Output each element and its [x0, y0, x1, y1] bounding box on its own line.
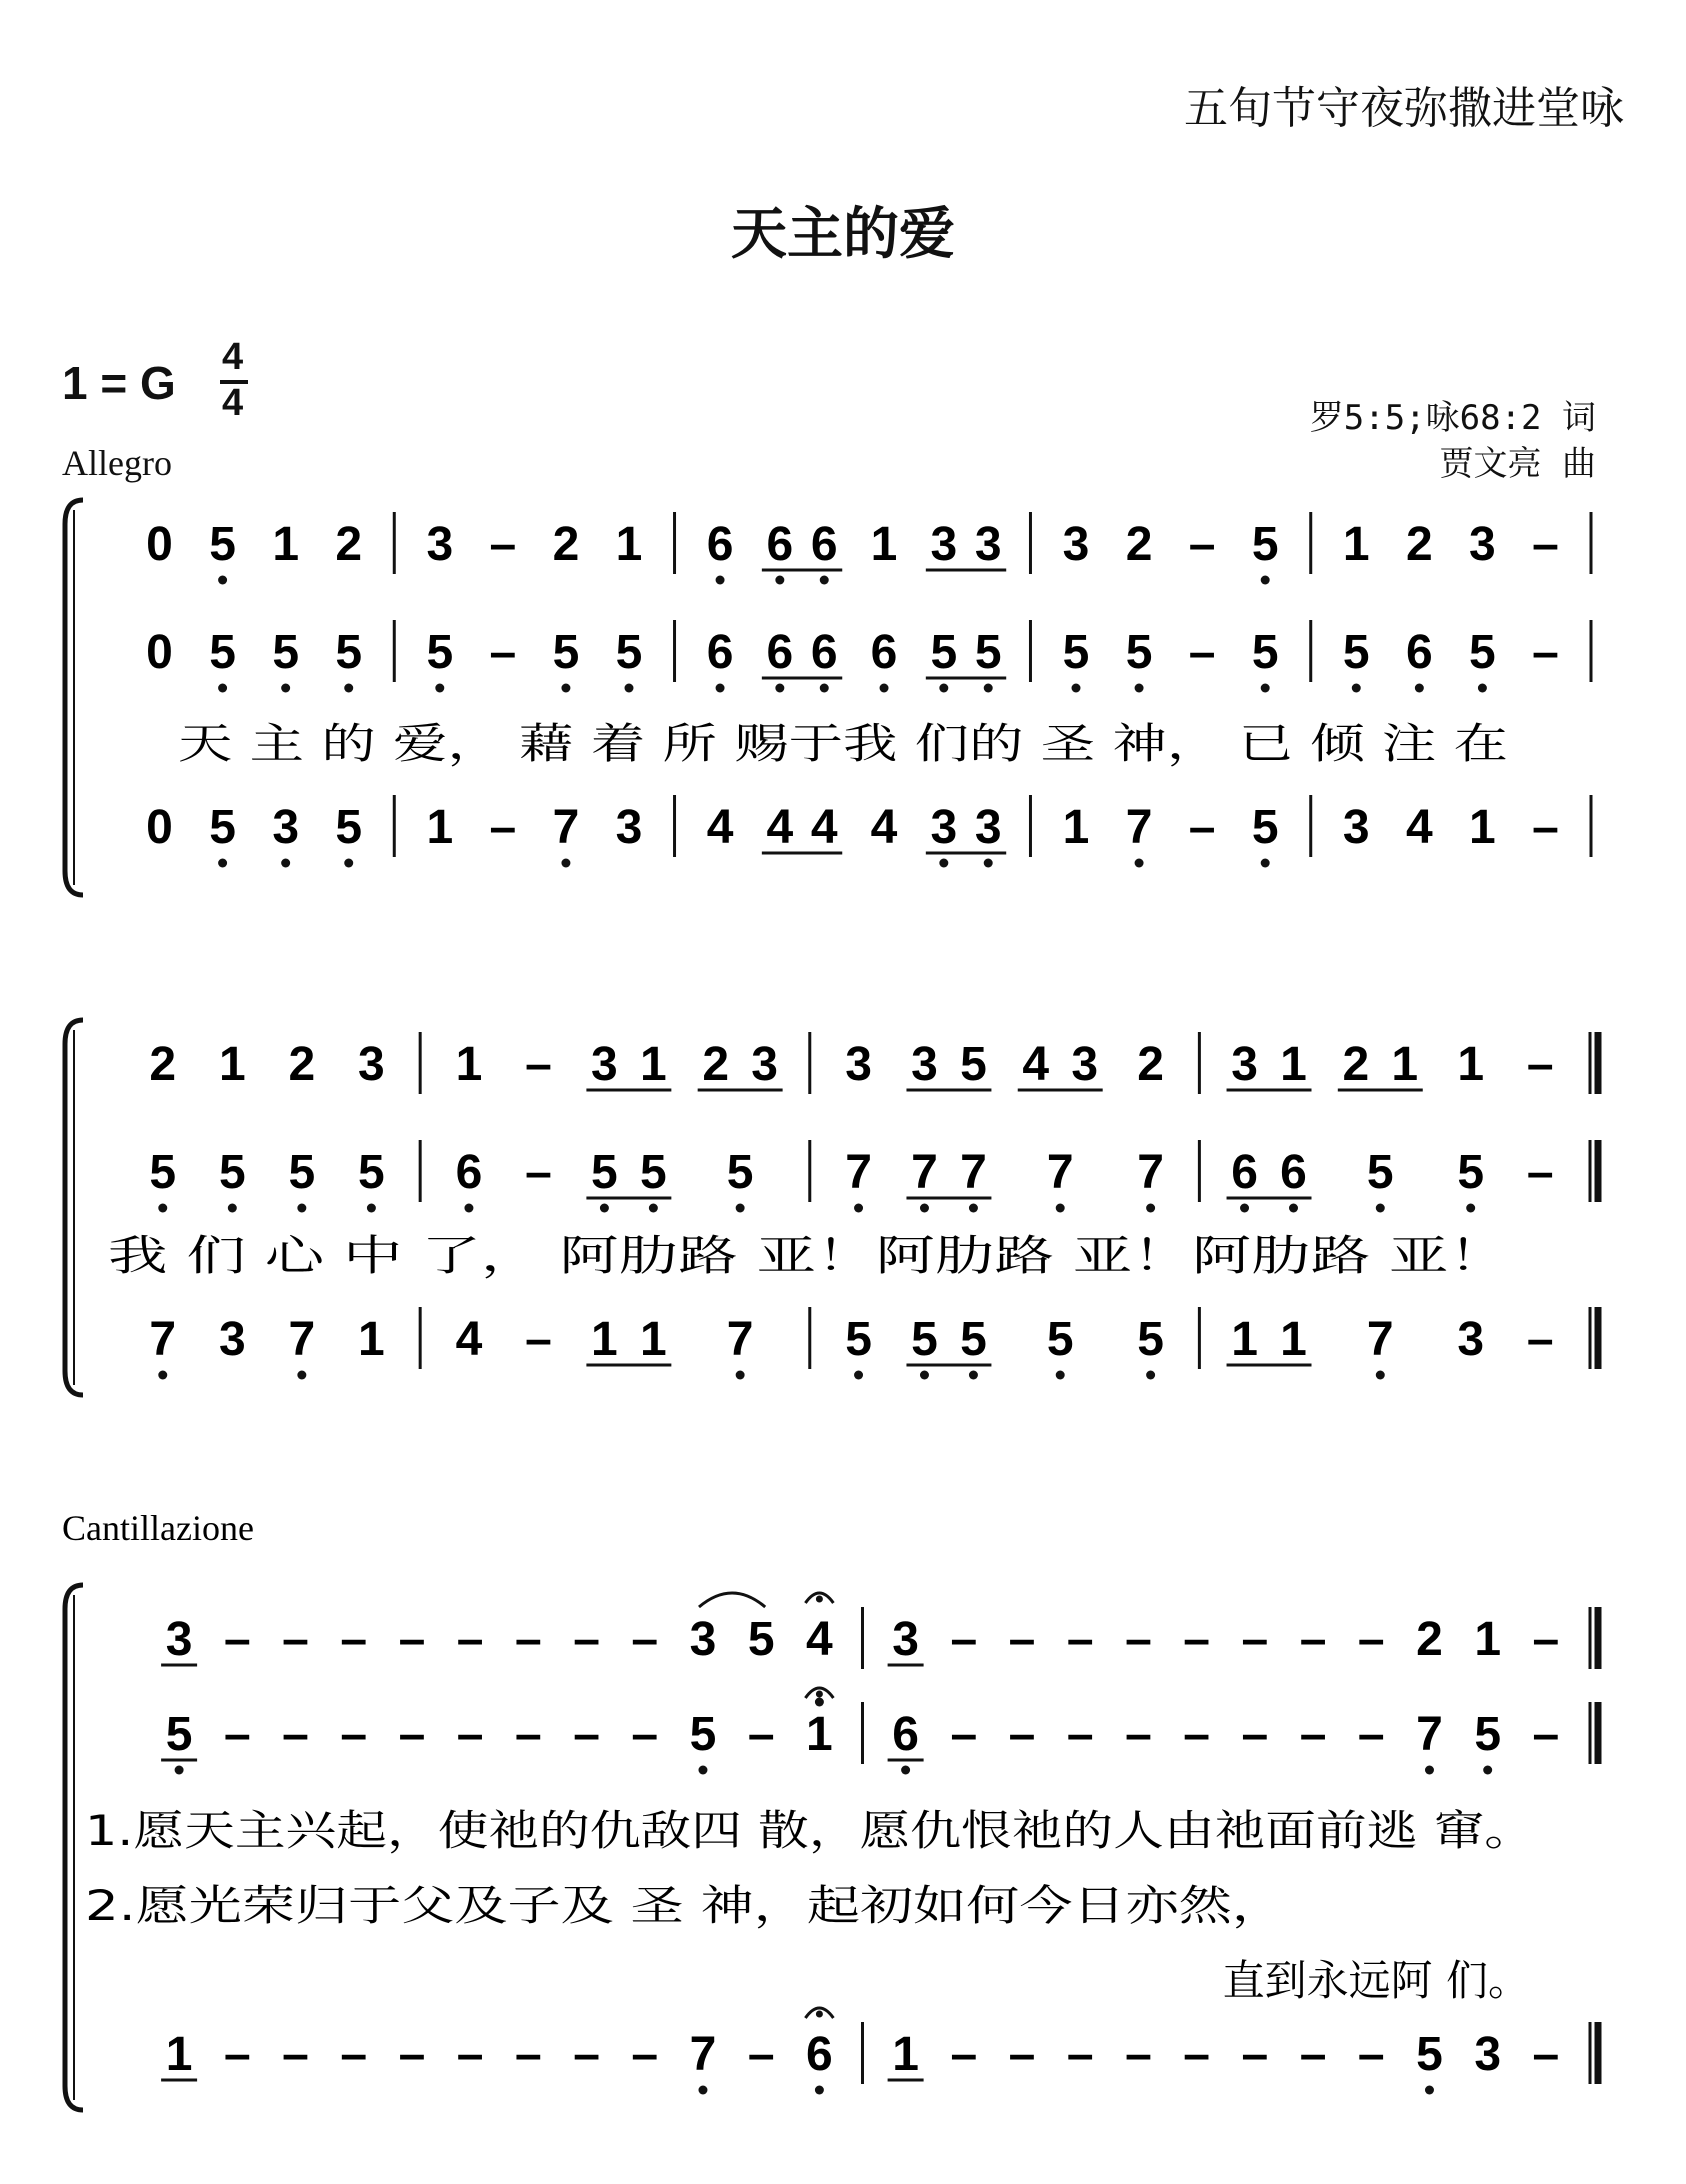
note-alto: 5 — [640, 1146, 667, 1199]
dash-alto: – — [1125, 1708, 1152, 1761]
octave-dot-low — [344, 859, 353, 868]
lyric-line: 2.愿光荣归于父及子及 圣 神，起初如何今日亦然， — [85, 1881, 1285, 1930]
note-bass: 4 — [455, 1313, 483, 1366]
time-signature-bottom: 4 — [222, 382, 244, 424]
note-alto: 5 — [209, 626, 236, 679]
dash-soprano: – — [398, 1613, 426, 1666]
octave-dot-low — [600, 1204, 609, 1213]
dash-soprano: – — [950, 1613, 978, 1666]
note-alto: 5 — [1469, 626, 1496, 679]
note-alto: 0 — [146, 626, 173, 679]
note-bass: 1 — [1469, 801, 1496, 854]
octave-dot-low — [1261, 859, 1270, 868]
octave-dot-low — [969, 1204, 978, 1213]
octave-dot-low — [736, 1204, 745, 1213]
note-bass: 1 — [1062, 801, 1090, 854]
note-bass: 7 — [149, 1313, 177, 1366]
octave-dot-low — [367, 1204, 376, 1213]
note-alto: 6 — [1405, 626, 1433, 679]
note-bass: 3 — [1342, 801, 1370, 854]
tempo-marking: Allegro — [62, 443, 172, 483]
note-alto: 5 — [726, 1146, 754, 1199]
octave-dot-low — [1135, 684, 1144, 693]
dash-soprano: – — [631, 1613, 659, 1666]
note-soprano: 3 — [591, 1038, 618, 1091]
dash-alto: – — [398, 1708, 426, 1761]
dash-bass: – — [1299, 2028, 1327, 2081]
octave-dot-low — [736, 1371, 745, 1380]
dash-alto: – — [631, 1708, 659, 1761]
note-bass: 1 — [591, 1313, 618, 1366]
note-soprano: 5 — [209, 518, 236, 571]
lyric-line: 1.愿天主兴起，使祂的仇敌四 散，愿仇恨祂的人由祂面前逃 窜。 — [85, 1806, 1535, 1855]
note-soprano: 3 — [892, 1613, 919, 1666]
note-bass: 3 — [615, 801, 643, 854]
note-soprano: 1 — [615, 518, 643, 571]
note-alto: 7 — [1416, 1708, 1443, 1761]
note-soprano: 0 — [146, 518, 173, 571]
note-soprano: 6 — [810, 518, 838, 571]
note-soprano: 2 — [1342, 1038, 1370, 1091]
dash-bass: – — [456, 2028, 484, 2081]
fermata-dot — [816, 2011, 823, 2018]
dash-bass: – — [1532, 801, 1559, 854]
note-alto: 5 — [335, 626, 363, 679]
dash-soprano: – — [515, 1613, 542, 1666]
dash-soprano: – — [1357, 1613, 1385, 1666]
note-alto: 7 — [960, 1146, 987, 1199]
dash-bass: – — [1125, 2028, 1152, 2081]
dash-alto: – — [340, 1708, 368, 1761]
note-bass: 7 — [288, 1313, 316, 1366]
note-alto: 5 — [1342, 626, 1370, 679]
note-soprano: 1 — [1474, 1613, 1502, 1666]
note-alto: 6 — [1280, 1146, 1307, 1199]
note-bass: 4 — [1405, 801, 1433, 854]
dash-soprano: – — [1183, 1613, 1210, 1666]
dash-bass: – — [223, 2028, 251, 2081]
note-bass: 1 — [165, 2028, 193, 2081]
dash-soprano: – — [1241, 1613, 1269, 1666]
octave-dot-low — [920, 1371, 929, 1380]
octave-dot-low — [698, 2086, 707, 2095]
octave-dot-low — [1056, 1204, 1065, 1213]
note-alto: 6 — [766, 626, 794, 679]
note-bass: 5 — [335, 801, 363, 854]
note-soprano: 1 — [1391, 1038, 1419, 1091]
dash-soprano: – — [573, 1613, 600, 1666]
dash-alto: – — [456, 1708, 484, 1761]
note-alto: 5 — [930, 626, 958, 679]
octave-dot-low — [880, 684, 889, 693]
octave-dot-low — [435, 684, 444, 693]
note-soprano: 2 — [335, 518, 363, 571]
dash-alto: – — [525, 1146, 552, 1199]
dash-bass: – — [747, 2028, 775, 2081]
note-bass: 1 — [1231, 1313, 1258, 1366]
tempo-marking: Cantillazione — [62, 1508, 254, 1548]
note-bass: 5 — [1046, 1313, 1074, 1366]
dash-alto: – — [515, 1708, 542, 1761]
dash-bass: – — [282, 2028, 309, 2081]
note-alto: 5 — [358, 1146, 385, 1199]
octave-dot-low — [920, 1204, 929, 1213]
dash-bass: – — [525, 1313, 552, 1366]
octave-dot-low — [158, 1371, 167, 1380]
dash-bass: – — [1357, 2028, 1385, 2081]
dash-alto: – — [1188, 626, 1216, 679]
dash-soprano: – — [1532, 1613, 1560, 1666]
fermata-dot — [816, 1691, 823, 1698]
note-bass: 4 — [870, 801, 898, 854]
note-soprano: 4 — [806, 1613, 833, 1666]
note-bass: 6 — [806, 2028, 833, 2081]
note-soprano: 1 — [640, 1038, 667, 1091]
note-soprano: 2 — [288, 1038, 316, 1091]
note-alto: 5 — [1125, 626, 1153, 679]
note-bass: 4 — [766, 801, 794, 854]
dash-alto: – — [282, 1708, 309, 1761]
note-bass: 1 — [358, 1313, 385, 1366]
dash-bass: – — [1241, 2028, 1269, 2081]
octave-dot-low — [1072, 684, 1081, 693]
dash-soprano: – — [282, 1613, 309, 1666]
note-bass: 1 — [640, 1313, 667, 1366]
note-soprano: 1 — [455, 1038, 483, 1091]
note-bass: 7 — [689, 2028, 717, 2081]
lyric-line: 我 们 心 中 了， 阿肋路 亚！阿肋路 亚！阿肋路 亚！ — [108, 1231, 1508, 1280]
note-alto: 1 — [806, 1708, 833, 1761]
composer-credit: 贾文亮 曲 — [1439, 444, 1596, 484]
note-alto: 6 — [455, 1146, 483, 1199]
dash-soprano: – — [489, 518, 517, 571]
octave-dot-low — [649, 1204, 658, 1213]
note-alto: 6 — [1231, 1146, 1258, 1199]
note-alto: 7 — [845, 1146, 872, 1199]
note-soprano: 3 — [751, 1038, 778, 1091]
note-alto: 5 — [149, 1146, 177, 1199]
time-signature-top: 4 — [222, 336, 244, 378]
note-bass: 3 — [218, 1313, 246, 1366]
note-soprano: 1 — [272, 518, 300, 571]
octave-dot-low — [1478, 684, 1487, 693]
note-alto: 5 — [165, 1708, 193, 1761]
dash-alto: – — [1526, 1146, 1554, 1199]
dash-alto: – — [573, 1708, 600, 1761]
note-alto: 5 — [591, 1146, 618, 1199]
dash-alto: – — [223, 1708, 251, 1761]
octave-dot-low — [218, 684, 227, 693]
note-soprano: 1 — [1342, 518, 1370, 571]
note-bass: 5 — [1416, 2028, 1443, 2081]
note-soprano: 3 — [1469, 518, 1496, 571]
note-bass: 5 — [845, 1313, 872, 1366]
note-alto: 6 — [870, 626, 898, 679]
octave-dot-low — [1466, 1204, 1475, 1213]
octave-dot-low — [939, 859, 948, 868]
dash-soprano: – — [340, 1613, 368, 1666]
octave-dot-low — [297, 1371, 306, 1380]
dash-bass: – — [950, 2028, 978, 2081]
dash-soprano: – — [1066, 1613, 1094, 1666]
dash-alto: – — [1183, 1708, 1210, 1761]
note-soprano: 3 — [1071, 1038, 1099, 1091]
note-soprano: 5 — [747, 1613, 775, 1666]
octave-dot-low — [1376, 1204, 1385, 1213]
note-bass: 1 — [426, 801, 454, 854]
octave-dot-low — [218, 859, 227, 868]
octave-dot-low — [175, 1766, 184, 1775]
octave-dot-low — [984, 684, 993, 693]
note-soprano: 6 — [706, 518, 734, 571]
octave-dot-low — [1425, 2086, 1434, 2095]
note-alto: 6 — [810, 626, 838, 679]
note-soprano: 6 — [766, 518, 794, 571]
octave-dot-low — [297, 1204, 306, 1213]
dash-bass: – — [1183, 2028, 1210, 2081]
note-soprano: 3 — [974, 518, 1002, 571]
occasion-label: 五旬节守夜弥撒进堂咏 — [1184, 83, 1624, 134]
note-alto: 5 — [689, 1708, 717, 1761]
note-soprano: 2 — [702, 1038, 730, 1091]
note-alto: 5 — [615, 626, 643, 679]
octave-dot-low — [984, 859, 993, 868]
fermata-dot — [816, 1596, 823, 1603]
note-bass: 7 — [552, 801, 580, 854]
note-alto: 5 — [1251, 626, 1279, 679]
note-soprano: 5 — [960, 1038, 987, 1091]
octave-dot-low — [1261, 576, 1270, 585]
dash-bass: – — [1188, 801, 1216, 854]
octave-dot-low — [775, 576, 784, 585]
note-soprano: 3 — [426, 518, 454, 571]
slur — [699, 1593, 765, 1607]
dash-alto: – — [1008, 1708, 1036, 1761]
dash-bass: – — [340, 2028, 368, 2081]
octave-dot-low — [1146, 1371, 1155, 1380]
note-bass: 0 — [146, 801, 173, 854]
octave-dot-low — [561, 859, 570, 868]
octave-dot-low — [344, 684, 353, 693]
octave-dot-low — [464, 1204, 473, 1213]
note-bass: 5 — [1137, 1313, 1164, 1366]
note-soprano: 2 — [1416, 1613, 1443, 1666]
note-alto: 5 — [552, 626, 580, 679]
note-soprano: 2 — [552, 518, 580, 571]
dash-alto: – — [1532, 1708, 1560, 1761]
octave-dot-low — [158, 1204, 167, 1213]
octave-dot-low — [775, 684, 784, 693]
lyric-line: 直到永远阿 们。 — [1222, 1956, 1530, 2005]
note-bass: 3 — [272, 801, 300, 854]
dash-soprano: – — [525, 1038, 552, 1091]
octave-dot-low — [281, 859, 290, 868]
dash-alto: – — [489, 626, 517, 679]
note-soprano: 3 — [845, 1038, 872, 1091]
dash-soprano: – — [1188, 518, 1216, 571]
dash-alto: – — [747, 1708, 775, 1761]
note-soprano: 3 — [911, 1038, 938, 1091]
note-bass: 7 — [1125, 801, 1153, 854]
note-alto: 5 — [1457, 1146, 1485, 1199]
dash-alto: – — [1066, 1708, 1094, 1761]
note-soprano: 2 — [1125, 518, 1153, 571]
octave-dot-low — [281, 684, 290, 693]
dash-alto: – — [1532, 626, 1559, 679]
note-soprano: 1 — [1457, 1038, 1485, 1091]
note-bass: 5 — [960, 1313, 987, 1366]
note-alto: 5 — [1062, 626, 1090, 679]
note-bass: 3 — [1457, 1313, 1485, 1366]
note-alto: 7 — [1046, 1146, 1074, 1199]
octave-dot-low — [1483, 1766, 1492, 1775]
note-bass: 7 — [1366, 1313, 1394, 1366]
octave-dot-low — [1376, 1371, 1385, 1380]
dash-bass: – — [1526, 1313, 1554, 1366]
dash-bass: – — [1532, 2028, 1560, 2081]
note-bass: 7 — [726, 1313, 754, 1366]
note-alto: 5 — [1474, 1708, 1502, 1761]
octave-dot-low — [1056, 1371, 1065, 1380]
note-alto: 6 — [892, 1708, 919, 1761]
note-alto: 5 — [218, 1146, 246, 1199]
note-soprano: 3 — [358, 1038, 385, 1091]
note-soprano: 3 — [1231, 1038, 1258, 1091]
lyricist-credit: 罗5:5;咏68:2 词 — [1309, 398, 1596, 438]
octave-dot-low — [939, 684, 948, 693]
note-bass: 1 — [892, 2028, 919, 2081]
octave-dot-low — [228, 1204, 237, 1213]
dash-bass: – — [1066, 2028, 1094, 2081]
note-alto: 5 — [974, 626, 1002, 679]
octave-dot-low — [854, 1204, 863, 1213]
octave-dot-low — [1289, 1204, 1298, 1213]
dash-alto: – — [1299, 1708, 1327, 1761]
octave-dot-low — [218, 576, 227, 585]
note-soprano: 3 — [930, 518, 958, 571]
note-bass: 3 — [974, 801, 1002, 854]
dash-bass: – — [398, 2028, 426, 2081]
note-bass: 4 — [810, 801, 838, 854]
note-alto: 5 — [288, 1146, 316, 1199]
note-soprano: 3 — [689, 1613, 717, 1666]
note-soprano: 2 — [1405, 518, 1433, 571]
dash-bass: – — [1008, 2028, 1036, 2081]
note-bass: 3 — [930, 801, 958, 854]
octave-dot-low — [1425, 1766, 1434, 1775]
note-bass: 4 — [706, 801, 734, 854]
octave-dot-low — [815, 2086, 824, 2095]
note-alto: 6 — [706, 626, 734, 679]
dash-soprano: – — [1008, 1613, 1036, 1666]
octave-dot-low — [561, 684, 570, 693]
octave-dot-low — [901, 1766, 910, 1775]
dash-alto: – — [950, 1708, 978, 1761]
note-soprano: 5 — [1251, 518, 1279, 571]
octave-dot-low — [624, 684, 633, 693]
octave-dot-low — [969, 1371, 978, 1380]
note-soprano: 4 — [1022, 1038, 1050, 1091]
dash-soprano: – — [1532, 518, 1559, 571]
octave-dot-low — [1261, 684, 1270, 693]
dash-soprano: – — [1125, 1613, 1152, 1666]
octave-dot-low — [716, 576, 725, 585]
octave-dot-low — [820, 684, 829, 693]
note-alto: 7 — [1137, 1146, 1164, 1199]
octave-dot-low — [716, 684, 725, 693]
note-soprano: 3 — [165, 1613, 193, 1666]
note-soprano: 3 — [1062, 518, 1090, 571]
song-title: 天主的爱 — [731, 202, 955, 267]
note-alto: 5 — [426, 626, 454, 679]
note-bass: 1 — [1280, 1313, 1307, 1366]
note-soprano: 1 — [1280, 1038, 1307, 1091]
octave-dot-low — [1240, 1204, 1249, 1213]
note-bass: 5 — [911, 1313, 938, 1366]
octave-dot-low — [854, 1371, 863, 1380]
dash-bass: – — [631, 2028, 659, 2081]
octave-dot-low — [1415, 684, 1424, 693]
dash-alto: – — [1357, 1708, 1385, 1761]
dash-bass: – — [573, 2028, 600, 2081]
note-alto: 5 — [272, 626, 300, 679]
octave-dot-high — [815, 1698, 824, 1707]
dash-soprano: – — [223, 1613, 251, 1666]
note-alto: 5 — [1366, 1146, 1394, 1199]
note-soprano: 1 — [870, 518, 898, 571]
note-bass: 3 — [1474, 2028, 1502, 2081]
octave-dot-low — [1352, 684, 1361, 693]
dash-soprano: – — [1526, 1038, 1554, 1091]
note-soprano: 1 — [218, 1038, 246, 1091]
note-soprano: 2 — [1137, 1038, 1164, 1091]
note-alto: 7 — [911, 1146, 938, 1199]
note-soprano: 2 — [149, 1038, 177, 1091]
note-bass: 5 — [1251, 801, 1279, 854]
note-bass: 5 — [209, 801, 236, 854]
dash-alto: – — [1241, 1708, 1269, 1761]
key-signature: 1 = G — [62, 357, 176, 409]
octave-dot-low — [820, 576, 829, 585]
dash-soprano: – — [456, 1613, 484, 1666]
octave-dot-low — [1135, 859, 1144, 868]
lyric-line: 天 主 的 爱， 藉 着 所 赐于我 们的 圣 神， 已 倾 注 在 — [178, 719, 1508, 768]
octave-dot-low — [698, 1766, 707, 1775]
dash-soprano: – — [1299, 1613, 1327, 1666]
octave-dot-low — [1146, 1204, 1155, 1213]
dash-bass: – — [515, 2028, 542, 2081]
dash-bass: – — [489, 801, 517, 854]
